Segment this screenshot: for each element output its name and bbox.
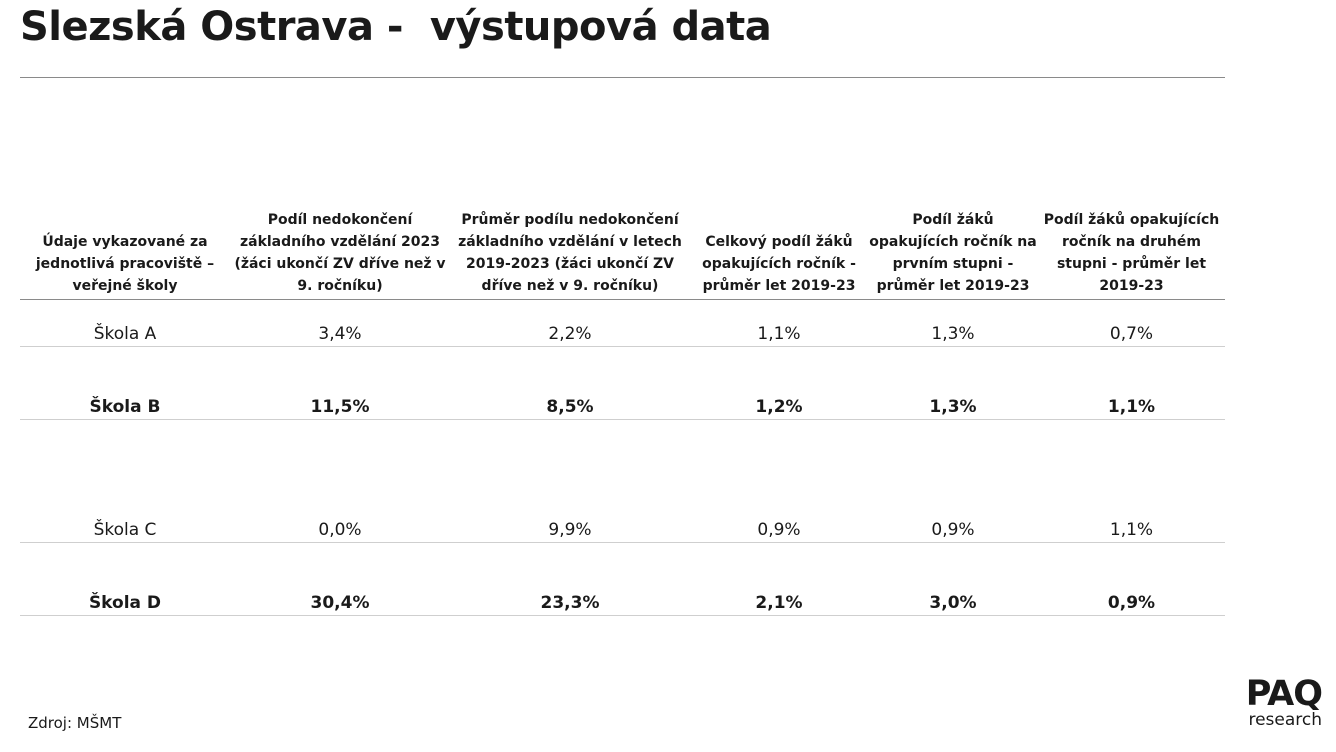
cell-repeat-total: 0,9%: [690, 420, 868, 543]
title-divider: [20, 77, 1225, 78]
cell-repeat-second-stage: 1,1%: [1038, 347, 1225, 420]
cell-repeat-total: 1,1%: [690, 300, 868, 347]
table-header-row: [20, 209, 1225, 300]
header-incomplete-avg: Průměr podílu nedokončení základního vzdělání v letech 2019-2023 (žáci ukončí ZV dříve než v 9. ročníku): [450, 209, 690, 300]
header-school: Údaje vykazované za jednotlivá pracoviště – veřejné školy: [20, 209, 230, 300]
cell-incomplete-avg: 8,5%: [450, 347, 690, 420]
cell-repeat-second-stage: 0,7%: [1038, 300, 1225, 347]
cell-repeat-second-stage: 1,1%: [1038, 420, 1225, 543]
cell-repeat-first-stage: 1,3%: [868, 300, 1038, 347]
school-name: Škola C: [20, 420, 230, 543]
cell-incomplete-2023: 0,0%: [230, 420, 450, 543]
school-output-table: [20, 209, 1225, 616]
cell-incomplete-2023: 30,4%: [230, 543, 450, 616]
school-name: Škola B: [20, 347, 230, 420]
cell-incomplete-2023: 11,5%: [230, 347, 450, 420]
cell-incomplete-avg: 2,2%: [450, 300, 690, 347]
source-note: Zdroj: MŠMT: [28, 714, 122, 732]
cell-incomplete-avg: 23,3%: [450, 543, 690, 616]
cell-repeat-total: 2,1%: [690, 543, 868, 616]
cell-repeat-first-stage: 0,9%: [868, 420, 1038, 543]
page-title: Slezská Ostrava - výstupová data: [20, 4, 772, 50]
school-name: Škola D: [20, 543, 230, 616]
header-repeat-total: Celkový podíl žáků opakujících ročník - průměr let 2019-23: [690, 209, 868, 300]
logo-subtitle: research: [1248, 710, 1322, 730]
table-row: [20, 420, 1225, 543]
cell-repeat-first-stage: 3,0%: [868, 543, 1038, 616]
cell-repeat-second-stage: 0,9%: [1038, 543, 1225, 616]
table-row: [20, 347, 1225, 420]
header-incomplete-2023: Podíl nedokončení základního vzdělání 2023 (žáci ukončí ZV dříve než v 9. ročníku): [230, 209, 450, 300]
header-repeat-second-stage: Podíl žáků opakujících ročník na druhém stupni - průměr let 2019-23: [1038, 209, 1225, 300]
cell-incomplete-avg: 9,9%: [450, 420, 690, 543]
table-row: [20, 300, 1225, 347]
paq-research-logo: [1232, 676, 1322, 729]
school-name: Škola A: [20, 300, 230, 347]
cell-incomplete-2023: 3,4%: [230, 300, 450, 347]
table-row: [20, 543, 1225, 616]
cell-repeat-first-stage: 1,3%: [868, 347, 1038, 420]
cell-repeat-total: 1,2%: [690, 347, 868, 420]
logo-wordmark: PAQ: [1245, 674, 1322, 714]
header-repeat-first-stage: Podíl žáků opakujících ročník na prvním stupni - průměr let 2019-23: [868, 209, 1038, 300]
